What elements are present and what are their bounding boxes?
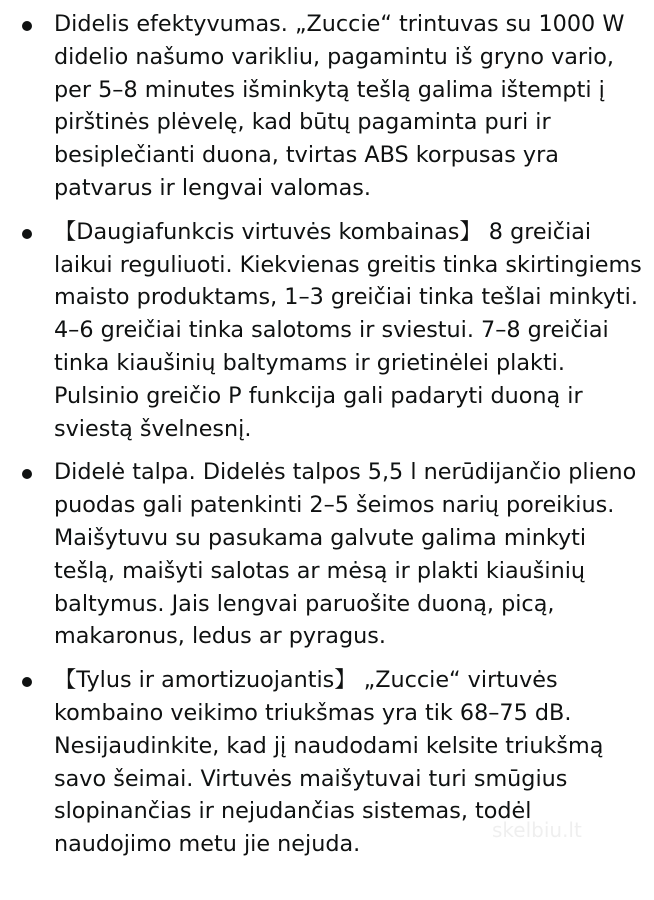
bullet-dot-icon [22, 21, 32, 31]
bullet-dot-icon [22, 677, 32, 687]
feature-bullet-multifunction [22, 216, 646, 446]
feature-bullet-quiet [22, 664, 646, 861]
feature-bullet-efficiency [22, 8, 646, 205]
bullet-dot-icon [22, 229, 32, 239]
feature-bullet-capacity [22, 456, 646, 653]
watermark: skelbiu.lt [492, 818, 582, 842]
bullet-text: Didelis efektyvumas. „Zuccie“ trintuvas su 1000 W didelio našumo varikliu, pagamintu iš gryno vario, per 5–8 minutes išminkytą tešlą galima ištempti į pirštinės plėvelę, kad būtų pagaminta puri ir besiplečianti duona, tvirtas ABS korpusas yra patvarus ir lengvai valomas. [54, 11, 625, 201]
bullet-text: 【Tylus ir amortizuojantis】 „Zuccie“ virtuvės kombaino veikimo triukšmas yra tik 68–75 dB. Nesijaudinkite, kad jį naudodami kelsite triukšmą savo šeimai. Virtuvės maišytuvai turi smūgius slopinančias ir nejudančias sistemas, todėl naudojimo metu jie nejuda. [54, 667, 604, 858]
bullet-text: Didelė talpa. Didelės talpos 5,5 l nerūdijančio plieno puodas gali patenkinti 2–5 šeimos narių poreikius. Maišytuvu su pasukama galvute galima minkyti tešlą, maišyti salotas ar mėsą ir plakti kiaušinių baltymus. Jais lengvai paruošite duoną, picą, makaronus, ledus ar pyragus. [54, 459, 637, 650]
bullet-text: 【Daugiafunkcis virtuvės kombainas】 8 greičiai laikui reguliuoti. Kiekvienas greitis tinka skirtingiems maisto produktams, 1–3 greičiai tinka tešlai minkyti. 4–6 greičiai tinka salotoms ir sviestui. 7–8 greičiai tinka kiaušinių baltymams ir grietinėlei plakti. Pulsinio greičio P funkcija gali padaryti duoną ir sviestą švelnesnį. [54, 218, 642, 442]
bullet-dot-icon [22, 469, 32, 479]
